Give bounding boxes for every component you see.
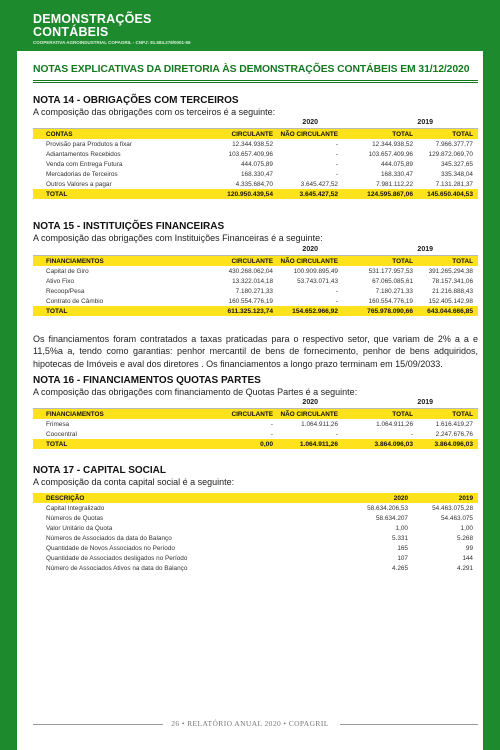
table-row bbox=[33, 553, 478, 563]
note15-table bbox=[33, 245, 478, 316]
table-row bbox=[33, 266, 478, 276]
total-label: TOTAL bbox=[46, 440, 68, 448]
cell: - bbox=[335, 297, 338, 305]
col-total-2020: TOTAL bbox=[392, 410, 413, 418]
table-row bbox=[33, 543, 478, 553]
cell: 345.327,65 bbox=[441, 160, 473, 168]
year-2019: 2019 bbox=[417, 119, 433, 126]
cell: 67.065.085,61 bbox=[372, 277, 413, 285]
cell: 54.463.075 bbox=[441, 514, 473, 522]
note16-intro: A composição das obrigações com financiamento de Quotas Partes é a seguinte: bbox=[33, 387, 358, 397]
cell: 154.652.966,92 bbox=[292, 307, 338, 315]
row-label: Frimesa bbox=[46, 420, 70, 428]
note16-title: NOTA 16 - FINANCIAMENTOS QUOTAS PARTES bbox=[33, 375, 261, 386]
cell: 643.044.666,85 bbox=[427, 307, 473, 315]
cell: 4.291 bbox=[457, 564, 473, 572]
cell: 531.177.957,53 bbox=[368, 267, 413, 275]
cell: 168.330,47 bbox=[381, 170, 413, 178]
cell: 58.634.206,53 bbox=[367, 504, 408, 512]
cell: 3.645.427,52 bbox=[300, 180, 338, 188]
row-label: Valor Unitário da Quota bbox=[46, 524, 113, 532]
col-total-2019: TOTAL bbox=[452, 257, 473, 265]
cell: 2.247.676,76 bbox=[435, 430, 473, 438]
cell: 1,00 bbox=[395, 524, 408, 532]
cell: 430.268.062,04 bbox=[228, 267, 273, 275]
cell: 129.872.069,70 bbox=[428, 150, 473, 158]
cell: 335.348,04 bbox=[441, 170, 473, 178]
cell: 103.657.409,96 bbox=[228, 150, 273, 158]
year-2020: 2020 bbox=[302, 246, 318, 253]
cell: 103.657.409,96 bbox=[368, 150, 413, 158]
row-label: Venda com Entrega Futura bbox=[46, 160, 123, 168]
note17-title: NOTA 17 - CAPITAL SOCIAL bbox=[33, 465, 166, 476]
cell: 765.978.090,66 bbox=[367, 307, 413, 315]
note14-intro: A composição das obrigações com os terceiros é a seguinte: bbox=[33, 107, 276, 117]
cell: - bbox=[335, 430, 338, 438]
col-financiamentos: FINANCIAMENTOS bbox=[46, 257, 104, 265]
note16-table bbox=[33, 398, 478, 449]
table-total-row bbox=[33, 306, 478, 316]
row-label: Capital Integralizado bbox=[46, 504, 105, 512]
year-row bbox=[33, 118, 478, 129]
row-label: Capital de Giro bbox=[46, 267, 89, 275]
note15-paragraph: Os financiamentos foram contratados a taxas praticadas para o respectivo setor, que variam de 2% a a e 11,5%a a, tendo como garantias: penhor mercantil de bens de fornecimento, penhor de bens adquiridos, hipotecas de Imóveis e aval dos diretores . Os financiamentos a longo prazo terminam em 15/09/2033. bbox=[33, 334, 478, 369]
cell: 611.325.123,74 bbox=[227, 307, 273, 315]
cell: 78.157.341,06 bbox=[432, 277, 473, 285]
cell: 1.064.911,26 bbox=[376, 420, 413, 428]
row-label: Quantidade de Associados desligados no Período bbox=[46, 554, 188, 562]
col-circulante: CIRCULANTE bbox=[231, 257, 273, 265]
left-green-margin bbox=[0, 51, 17, 750]
row-label: Outros Valores a pagar bbox=[46, 180, 112, 188]
table-total-row bbox=[33, 439, 478, 449]
col-total-2020: TOTAL bbox=[392, 257, 413, 265]
table-header bbox=[33, 493, 478, 503]
row-label: Número de Associados Ativos na data do Balanço bbox=[46, 564, 188, 572]
col-nao-circulante: NÃO CIRCULANTE bbox=[280, 410, 338, 418]
cell: 12.344.938,52 bbox=[372, 140, 413, 148]
note17-intro: A composição da conta capital social é a seguinte: bbox=[33, 477, 235, 487]
note17-table bbox=[33, 493, 478, 573]
table-row bbox=[33, 563, 478, 573]
company-subtitle: COOPERATIVA AGROINDUSTRIAL COPAGRIL - CNPJ: 81.584.278/0001-55 bbox=[33, 40, 191, 45]
header-band bbox=[0, 0, 500, 51]
cell: - bbox=[270, 430, 273, 438]
table-header bbox=[33, 409, 478, 419]
title-divider-second bbox=[33, 82, 478, 83]
row-label: Ativo Fixo bbox=[46, 277, 75, 285]
table-total-row bbox=[33, 189, 478, 199]
col-financiamentos: FINANCIAMENTOS bbox=[46, 410, 104, 418]
cell: 1.064.911,26 bbox=[299, 440, 338, 448]
cell: 7.981.112,22 bbox=[376, 180, 413, 188]
col-circulante: CIRCULANTE bbox=[231, 410, 273, 418]
cell: 7.180.271,33 bbox=[375, 287, 413, 295]
cell: 107 bbox=[397, 554, 408, 562]
row-label: Mercadorias de Terceiros bbox=[46, 170, 118, 178]
page-title: NOTAS EXPLICATIVAS DA DIRETORIA ÀS DEMONSTRAÇÕES CONTÁBEIS EM 31/12/2020 bbox=[33, 64, 470, 75]
table-row bbox=[33, 419, 478, 429]
cell: - bbox=[335, 170, 338, 178]
col-2019: 2019 bbox=[458, 494, 473, 502]
year-2020: 2020 bbox=[302, 119, 318, 126]
cell: 5.331 bbox=[392, 534, 408, 542]
table-header bbox=[33, 256, 478, 266]
cell: 168.330,47 bbox=[241, 170, 273, 178]
table-row bbox=[33, 523, 478, 533]
table-row bbox=[33, 159, 478, 169]
table-row bbox=[33, 276, 478, 286]
year-row bbox=[33, 398, 478, 409]
section-title-line2: CONTÁBEIS bbox=[33, 25, 109, 39]
cell: 120.950.439,54 bbox=[227, 190, 273, 198]
table-row bbox=[33, 513, 478, 523]
note15-title: NOTA 15 - INSTITUIÇÕES FINANCEIRAS bbox=[33, 221, 225, 232]
row-label: Provisão para Produtos a fixar bbox=[46, 140, 132, 148]
cell: 145.650.404,53 bbox=[427, 190, 473, 198]
cell: - bbox=[335, 140, 338, 148]
col-total-2020: TOTAL bbox=[392, 130, 413, 138]
cell: 4.265 bbox=[392, 564, 408, 572]
cell: 3.864.096,03 bbox=[374, 440, 413, 448]
cell: 21.216.888,43 bbox=[432, 287, 473, 295]
cell: - bbox=[335, 160, 338, 168]
cell: 4.335.684,70 bbox=[235, 180, 273, 188]
cell: 54.463.075,28 bbox=[432, 504, 473, 512]
cell: 7.180.271,33 bbox=[235, 287, 273, 295]
row-label: Recoop/Pesa bbox=[46, 287, 85, 295]
row-label: Coocentral bbox=[46, 430, 77, 438]
cell: 13.322.014,18 bbox=[232, 277, 273, 285]
cell: 1,00 bbox=[460, 524, 473, 532]
cell: 144 bbox=[462, 554, 473, 562]
table-row bbox=[33, 286, 478, 296]
section-title-line1: DEMONSTRAÇÕES bbox=[33, 12, 152, 26]
note15-intro: A composição das obrigações com Instituições Financeiras é a seguinte: bbox=[33, 233, 323, 243]
cell: 444.075,89 bbox=[381, 160, 413, 168]
cell: 444.075,89 bbox=[241, 160, 273, 168]
year-2020: 2020 bbox=[302, 399, 318, 406]
year-row bbox=[33, 245, 478, 256]
cell: 3.864.096,03 bbox=[434, 440, 473, 448]
table-row bbox=[33, 429, 478, 439]
right-green-margin bbox=[483, 51, 500, 750]
table-row bbox=[33, 139, 478, 149]
cell: 391.265.294,38 bbox=[428, 267, 473, 275]
cell: 5.268 bbox=[457, 534, 473, 542]
cell: 165 bbox=[397, 544, 408, 552]
cell: - bbox=[335, 150, 338, 158]
col-contas: CONTAS bbox=[46, 130, 73, 138]
cell: - bbox=[410, 430, 413, 438]
col-descricao: DESCRIÇÃO bbox=[46, 494, 85, 502]
table-row bbox=[33, 296, 478, 306]
table-row bbox=[33, 179, 478, 189]
table-row bbox=[33, 503, 478, 513]
col-circulante: CIRCULANTE bbox=[231, 130, 273, 138]
cell: 7.966.377,77 bbox=[435, 140, 473, 148]
note14-title: NOTA 14 - OBRIGAÇÕES COM TERCEIROS bbox=[33, 95, 239, 106]
page-footer: 26 • RELATÓRIO ANUAL 2020 • COPAGRIL bbox=[171, 719, 329, 728]
total-label: TOTAL bbox=[46, 190, 68, 198]
row-label: Números de Quotas bbox=[46, 514, 104, 522]
row-label: Quantidade de Novos Associados no Período bbox=[46, 544, 175, 552]
table-row bbox=[33, 533, 478, 543]
col-total-2019: TOTAL bbox=[452, 130, 473, 138]
table-header bbox=[33, 129, 478, 139]
col-2020: 2020 bbox=[393, 494, 408, 502]
cell: 124.595.867,06 bbox=[367, 190, 413, 198]
cell: 3.645.427,52 bbox=[299, 190, 338, 198]
cell: - bbox=[335, 287, 338, 295]
cell: 53.743.071,43 bbox=[297, 277, 338, 285]
cell: 1.616.419,27 bbox=[435, 420, 473, 428]
cell: 160.554.776,19 bbox=[368, 297, 413, 305]
note14-table bbox=[33, 118, 478, 199]
col-nao-circulante: NÃO CIRCULANTE bbox=[280, 130, 338, 138]
cell: 99 bbox=[465, 544, 473, 552]
row-label: Adiantamentos Recebidos bbox=[46, 150, 121, 158]
cell: - bbox=[270, 420, 273, 428]
col-nao-circulante: NÃO CIRCULANTE bbox=[280, 257, 338, 265]
row-label: Números de Associados da data do Balanço bbox=[46, 534, 172, 542]
total-label: TOTAL bbox=[46, 307, 68, 315]
cell: 0,00 bbox=[260, 440, 273, 448]
cell: 12.344.938,52 bbox=[232, 140, 273, 148]
cell: 100.909.895,49 bbox=[293, 267, 338, 275]
cell: 7.131.281,37 bbox=[435, 180, 473, 188]
col-total-2019: TOTAL bbox=[452, 410, 473, 418]
cell: 1.064.911,26 bbox=[301, 420, 338, 428]
cell: 58.634.207 bbox=[376, 514, 408, 522]
row-label: Contrato de Câmbio bbox=[46, 297, 104, 305]
title-divider bbox=[33, 80, 478, 81]
cell: 152.405.142,98 bbox=[428, 297, 473, 305]
table-row bbox=[33, 169, 478, 179]
year-2019: 2019 bbox=[417, 399, 433, 406]
cell: 160.554.776,19 bbox=[228, 297, 273, 305]
table-row bbox=[33, 149, 478, 159]
year-2019: 2019 bbox=[417, 246, 433, 253]
